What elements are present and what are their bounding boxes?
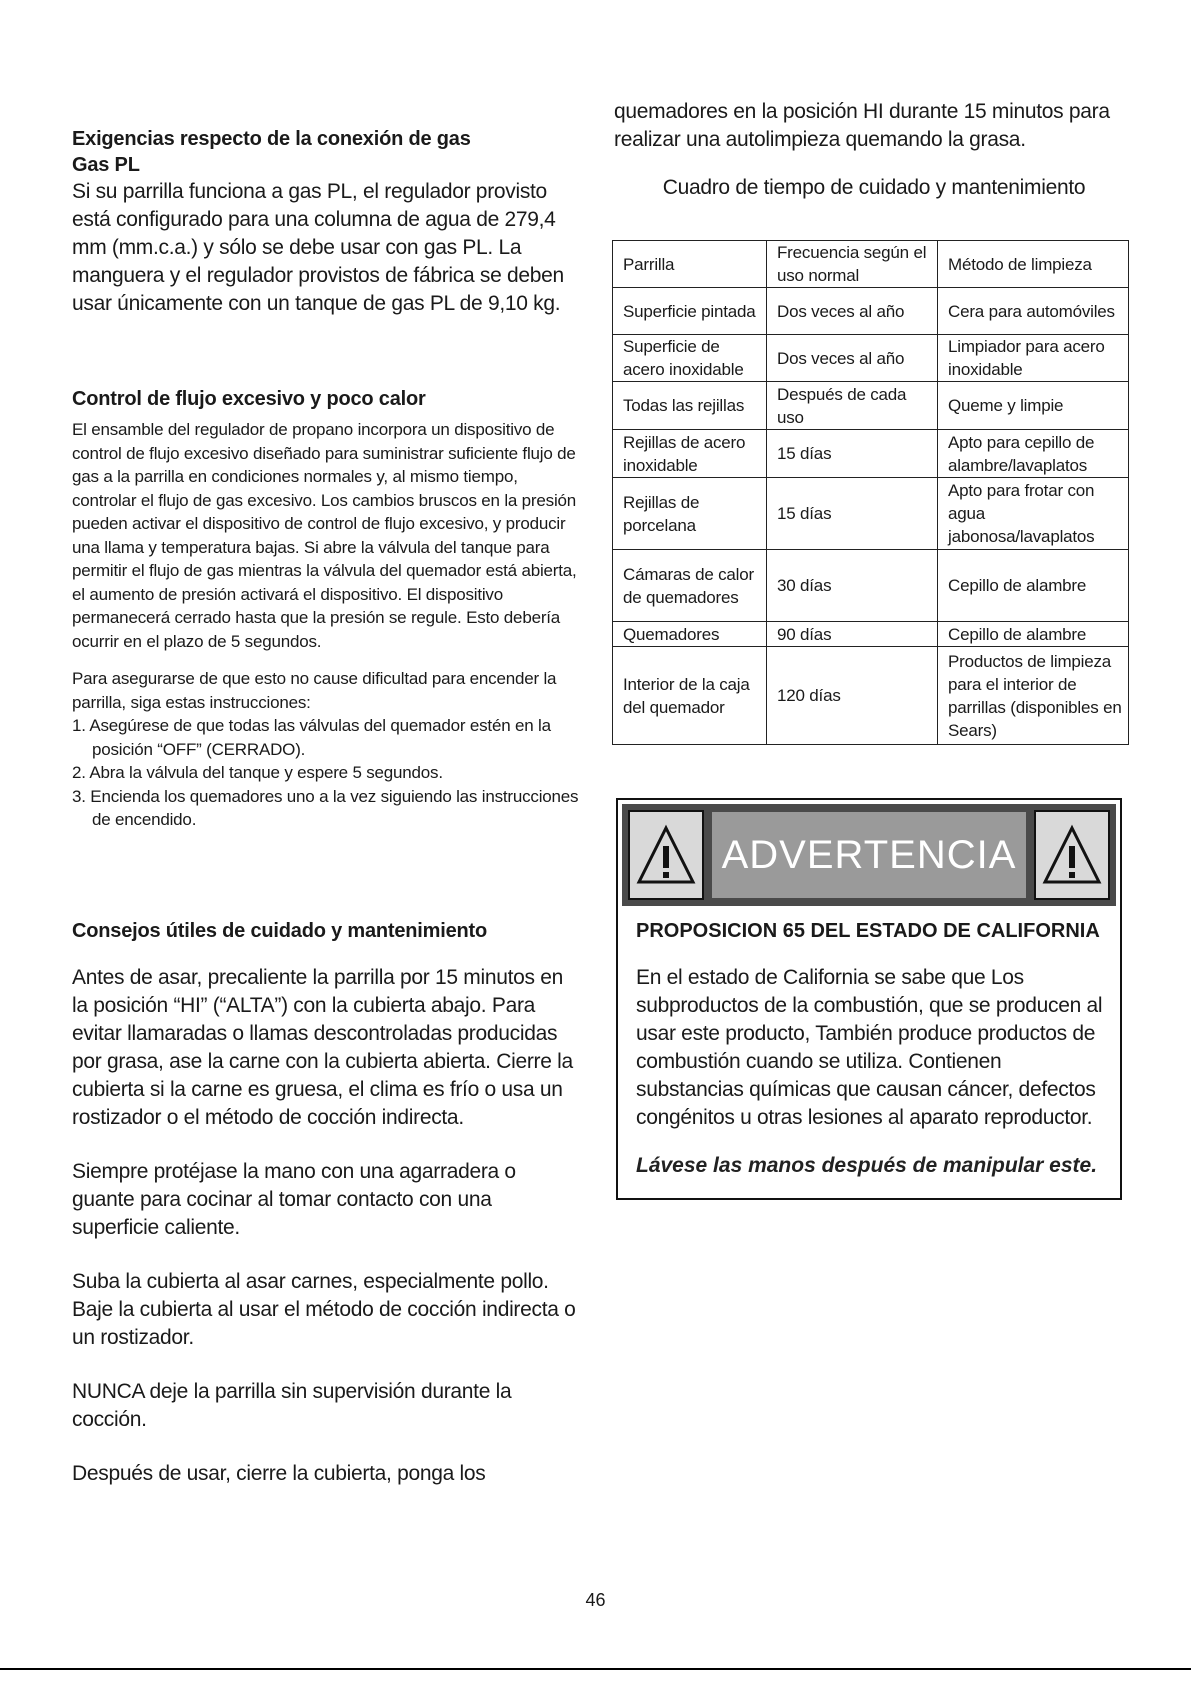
table-cell: 15 días — [767, 430, 938, 478]
excess-flow-heading: Control de flujo excesivo y poco calor — [72, 388, 426, 410]
table-row — [613, 288, 1129, 335]
care-paragraph-after: Después de usar, cierre la cubierta, ponga los — [72, 1461, 486, 1485]
table-cell: Rejillas de acero inoxidable — [613, 430, 767, 478]
table-cell: Quemadores — [613, 622, 767, 647]
bottom-rule — [0, 1668, 1191, 1670]
warning-title: PROPOSICION 65 DEL ESTADO DE CALIFORNIA — [636, 920, 1100, 942]
table-header-row — [613, 241, 1129, 288]
table-cell: Después de cada uso — [767, 382, 938, 430]
gas-pl-heading: Gas PL — [72, 154, 140, 176]
gas-connection-heading: Exigencias respecto de la conexión de gas — [72, 128, 471, 150]
warning-paragraph: En el estado de California se sabe que Los subproductos de la combustión, que se producen al usar este producto, También produce productos de combustión cuando se utiliza. Contienen substancias químicas que causan cáncer, defectos congénitos u otras lesiones al aparato reproductor. — [636, 966, 1103, 1129]
table-row — [613, 382, 1129, 430]
table-cell: Todas las rejillas — [613, 382, 767, 430]
right-column — [614, 98, 1134, 202]
care-paragraph-lid: Suba la cubierta al asar carnes, especialmente pollo. Baje la cubierta al usar el método de cocción indirecta o un rostizador. — [72, 1269, 576, 1349]
table-cell: Cepillo de alambre — [938, 622, 1129, 647]
warning-body — [636, 918, 1106, 1180]
table-cell: 90 días — [767, 622, 938, 647]
table-cell: Rejillas de porcelana — [613, 478, 767, 550]
lighting-steps — [72, 714, 582, 832]
table-cell: Queme y limpie — [938, 382, 1129, 430]
left-column — [72, 126, 582, 1488]
table-cell: Cepillo de alambre — [938, 550, 1129, 622]
continued-paragraph: quemadores en la posición HI durante 15 minutos para realizar una autolimpieza quemando la grasa. — [614, 100, 1110, 151]
table-row — [613, 647, 1129, 745]
warning-triangle-icon — [1034, 810, 1110, 900]
table-cell: Productos de limpieza para el interior de parrillas (disponibles en Sears) — [938, 647, 1129, 745]
excess-flow-paragraph: El ensamble del regulador de propano incorpora un dispositivo de control de flujo excesivo diseñado para suministrar suficiente flujo de gas a la parrilla en condiciones normales y, al mismo tiempo, controlar el flujo de gas excesivo. Los cambios bruscos en la presión pueden activar el dispositivo de control de flujo excesivo, y producir una llama y temperatura bajas. Si abre la válvula del tanque para permitir el flujo de gas mientras la válvula del quemador está abierta, el aumento de presión activará el dispositivo. El dispositivo permanecerá cerrado hasta que la presión se regule. Esto debería ocurrir en el plazo de 5 segundos. — [72, 420, 577, 651]
warning-banner — [622, 804, 1116, 906]
care-tips-heading: Consejos útiles de cuidado y mantenimiento — [72, 919, 488, 942]
table-header-cell: Frecuencia según el uso normal — [767, 241, 938, 288]
table-row — [613, 430, 1129, 478]
care-schedule-table — [612, 240, 1129, 745]
warning-banner-text: ADVERTENCIA — [712, 812, 1026, 898]
table-cell: Cera para automóviles — [938, 288, 1129, 335]
table-cell: Superficie de acero inoxidable — [613, 335, 767, 382]
gas-pl-paragraph: Si su parrilla funciona a gas PL, el regulador provisto está configurado para una columna de agua de 279,4 mm (mm.c.a.) y sólo se debe usar con gas PL. La manguera y el regulador provistos de fábrica se deben usar únicamente con un tanque de gas PL de 9,10 kg. — [72, 180, 564, 315]
table-cell: Limpiador para acero inoxidable — [938, 335, 1129, 382]
lighting-step: 2. Abra la válvula del tanque y espere 5 segundos. — [72, 763, 443, 782]
table-row — [613, 335, 1129, 382]
table-row — [613, 478, 1129, 550]
warning-footer: Lávese las manos después de manipular este. — [636, 1154, 1098, 1177]
lighting-intro: Para asegurarse de que esto no cause dificultad para encender la parrilla, siga estas instrucciones: — [72, 669, 557, 712]
page-number: 46 — [585, 1590, 606, 1610]
table-header-cell: Método de limpieza — [938, 241, 1129, 288]
table-row — [613, 622, 1129, 647]
table-cell: Cámaras de calor de quemadores — [613, 550, 767, 622]
table-cell: Superficie pintada — [613, 288, 767, 335]
table-cell: 30 días — [767, 550, 938, 622]
table-cell: Apto para frotar con agua jabonosa/lavaplatos — [938, 478, 1129, 550]
table-header-cell: Parrilla — [613, 241, 767, 288]
prop65-warning-box — [616, 798, 1122, 1200]
table-cell: Interior de la caja del quemador — [613, 647, 767, 745]
table-cell: Apto para cepillo de alambre/lavaplatos — [938, 430, 1129, 478]
warning-triangle-icon — [628, 810, 704, 900]
lighting-step: 1. Asegúrese de que todas las válvulas del quemador estén en la posición “OFF” (CERRADO). — [72, 716, 551, 759]
care-table-title: Cuadro de tiempo de cuidado y mantenimiento — [662, 176, 1086, 199]
table-cell: 120 días — [767, 647, 938, 745]
care-paragraph-preheat: Antes de asar, precaliente la parrilla por 15 minutos en la posición “HI” (“ALTA”) con la cubierta abajo. Para evitar llamaradas o llamas descontroladas producidas por grasa, ase la carne con la cubierta abierta. Cierre la cubierta si la carne es gruesa, el clima es frío o usa un rostizador o el método de cocción indirecta. — [72, 965, 573, 1129]
table-row — [613, 550, 1129, 622]
table-cell: Dos veces al año — [767, 335, 938, 382]
lighting-step: 3. Encienda los quemadores uno a la vez siguiendo las instrucciones de encendido. — [72, 786, 579, 829]
table-cell: Dos veces al año — [767, 288, 938, 335]
table-cell: 15 días — [767, 478, 938, 550]
care-paragraph-protect: Siempre protéjase la mano con una agarradera o guante para cocinar al tomar contacto con una superficie caliente. — [72, 1159, 516, 1239]
care-paragraph-never: NUNCA deje la parrilla sin supervisión durante la cocción. — [72, 1379, 512, 1431]
